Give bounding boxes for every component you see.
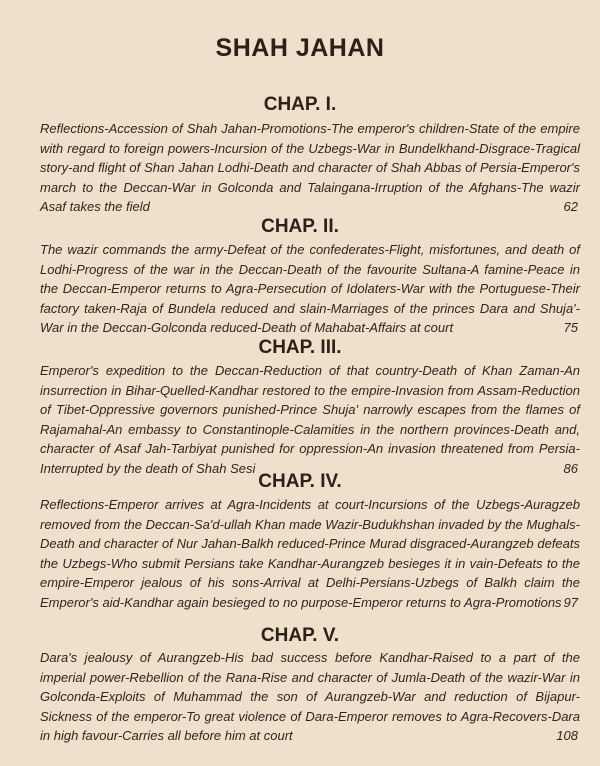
chapter-5-page-number: 108 bbox=[556, 728, 578, 744]
chapter-2-page-number: 75 bbox=[563, 320, 578, 336]
chapter-2-summary-text: The wazir commands the army-Defeat of the confederates-Flight, misfortunes, and death of Lodhi-Progress of the war in the Deccan-Death of the favourite Sultana-A famine-Peace in the Deccan-Emperor returns to Agra-Persecution of Idolaters-War with the Portuguese-Their factory taken-Raja of Bundela reduced and slain-Marriages of the princes Dara and Shuja'-War in the Deccan-Golconda reduced-Death of Mahabat-Affairs at court bbox=[40, 242, 580, 336]
chapter-3-heading: CHAP. III. bbox=[258, 337, 342, 358]
chapter-4-page-number: 97 bbox=[563, 594, 578, 610]
chapter-3-page-number: 86 bbox=[563, 460, 578, 476]
chapter-1-summary-text: Reflections-Accession of Shah Jahan-Promotions-The emperor's children-State of the empire with regard to foreign powers-Incursion of the Uzbegs-War in Bundelkhand-Disgrace-Tragical story-and flight of Shan Jahan Lodhi-Death and character of Shah Abbas of Persia-Emperor's march to the Deccan-War in Golconda and Talaingana-Irruption of the Afghans-The wazir Asaf takes the field bbox=[40, 121, 580, 215]
chapter-4-summary bbox=[40, 495, 580, 613]
page-title: SHAH JAHAN bbox=[215, 34, 385, 62]
chapter-1-summary bbox=[40, 119, 580, 217]
chapter-5-summary bbox=[40, 648, 580, 746]
chapter-3-summary-text: Emperor's expedition to the Deccan-Reduction of that country-Death of Khan Zaman-An insurrection in Bihar-Quelled-Kandhar restored to the empire-Invasion from Assam-Reduction of Tibet-Oppressive governors punished-Prince Shuja' narrowly escapes from the flames of Rajamahal-An embassy to Constantinople-Calamities in the northern provinces-Death and, character of Asaf Jah-Tarbiyat punished for oppression-An invasion threatened from Persia-Interrupted by the death of Shah Sesi bbox=[40, 363, 580, 476]
chapter-5-summary-text: Dara's jealousy of Aurangzeb-His bad success before Kandhar-Raised to a part of the imperial power-Rebellion of the Rana-Rise and character of Jumla-Death of the wazir-War in Golconda-Exploits of Muhammad the son of Aurangzeb-War and reduction of Bijapur-Sickness of the emperor-To great violence of Dara-Emperor removes to Agra-Recovers-Dara in high favour-Carries all before him at court bbox=[40, 650, 580, 744]
chapter-4-heading: CHAP. IV. bbox=[258, 471, 342, 492]
chapter-4-summary-text: Reflections-Emperor arrives at Agra-Incidents at court-Incursions of the Uzbegs-Auragzeb removed from the Deccan-Sa'd-ullah Khan made Wazir-Budukhshan invaded by the Mughals-Death and character of Nur Jahan-Balkh reduced-Prince Murad disgraced-Aurangzeb defeats the Uzbegs-Who submit Persians take Kandhar-Aurangzeb besieges it in vain-Defeats to the empire-Emperor jealous of his sons-Arrival at Delhi-Persians-Uzbegs of Balkh claim the Emperor's aid-Kandhar again besieged to no purpose-Emperor returns to Agra-Promotions bbox=[40, 497, 580, 610]
chapter-1-page-number: 62 bbox=[563, 199, 578, 215]
chapter-5-heading: CHAP. V. bbox=[260, 625, 340, 646]
chapter-2-summary bbox=[40, 240, 580, 338]
chapter-1-heading: CHAP. I. bbox=[263, 94, 337, 115]
chapter-3-summary bbox=[40, 361, 580, 479]
chapter-2-heading: CHAP. II. bbox=[261, 216, 339, 237]
